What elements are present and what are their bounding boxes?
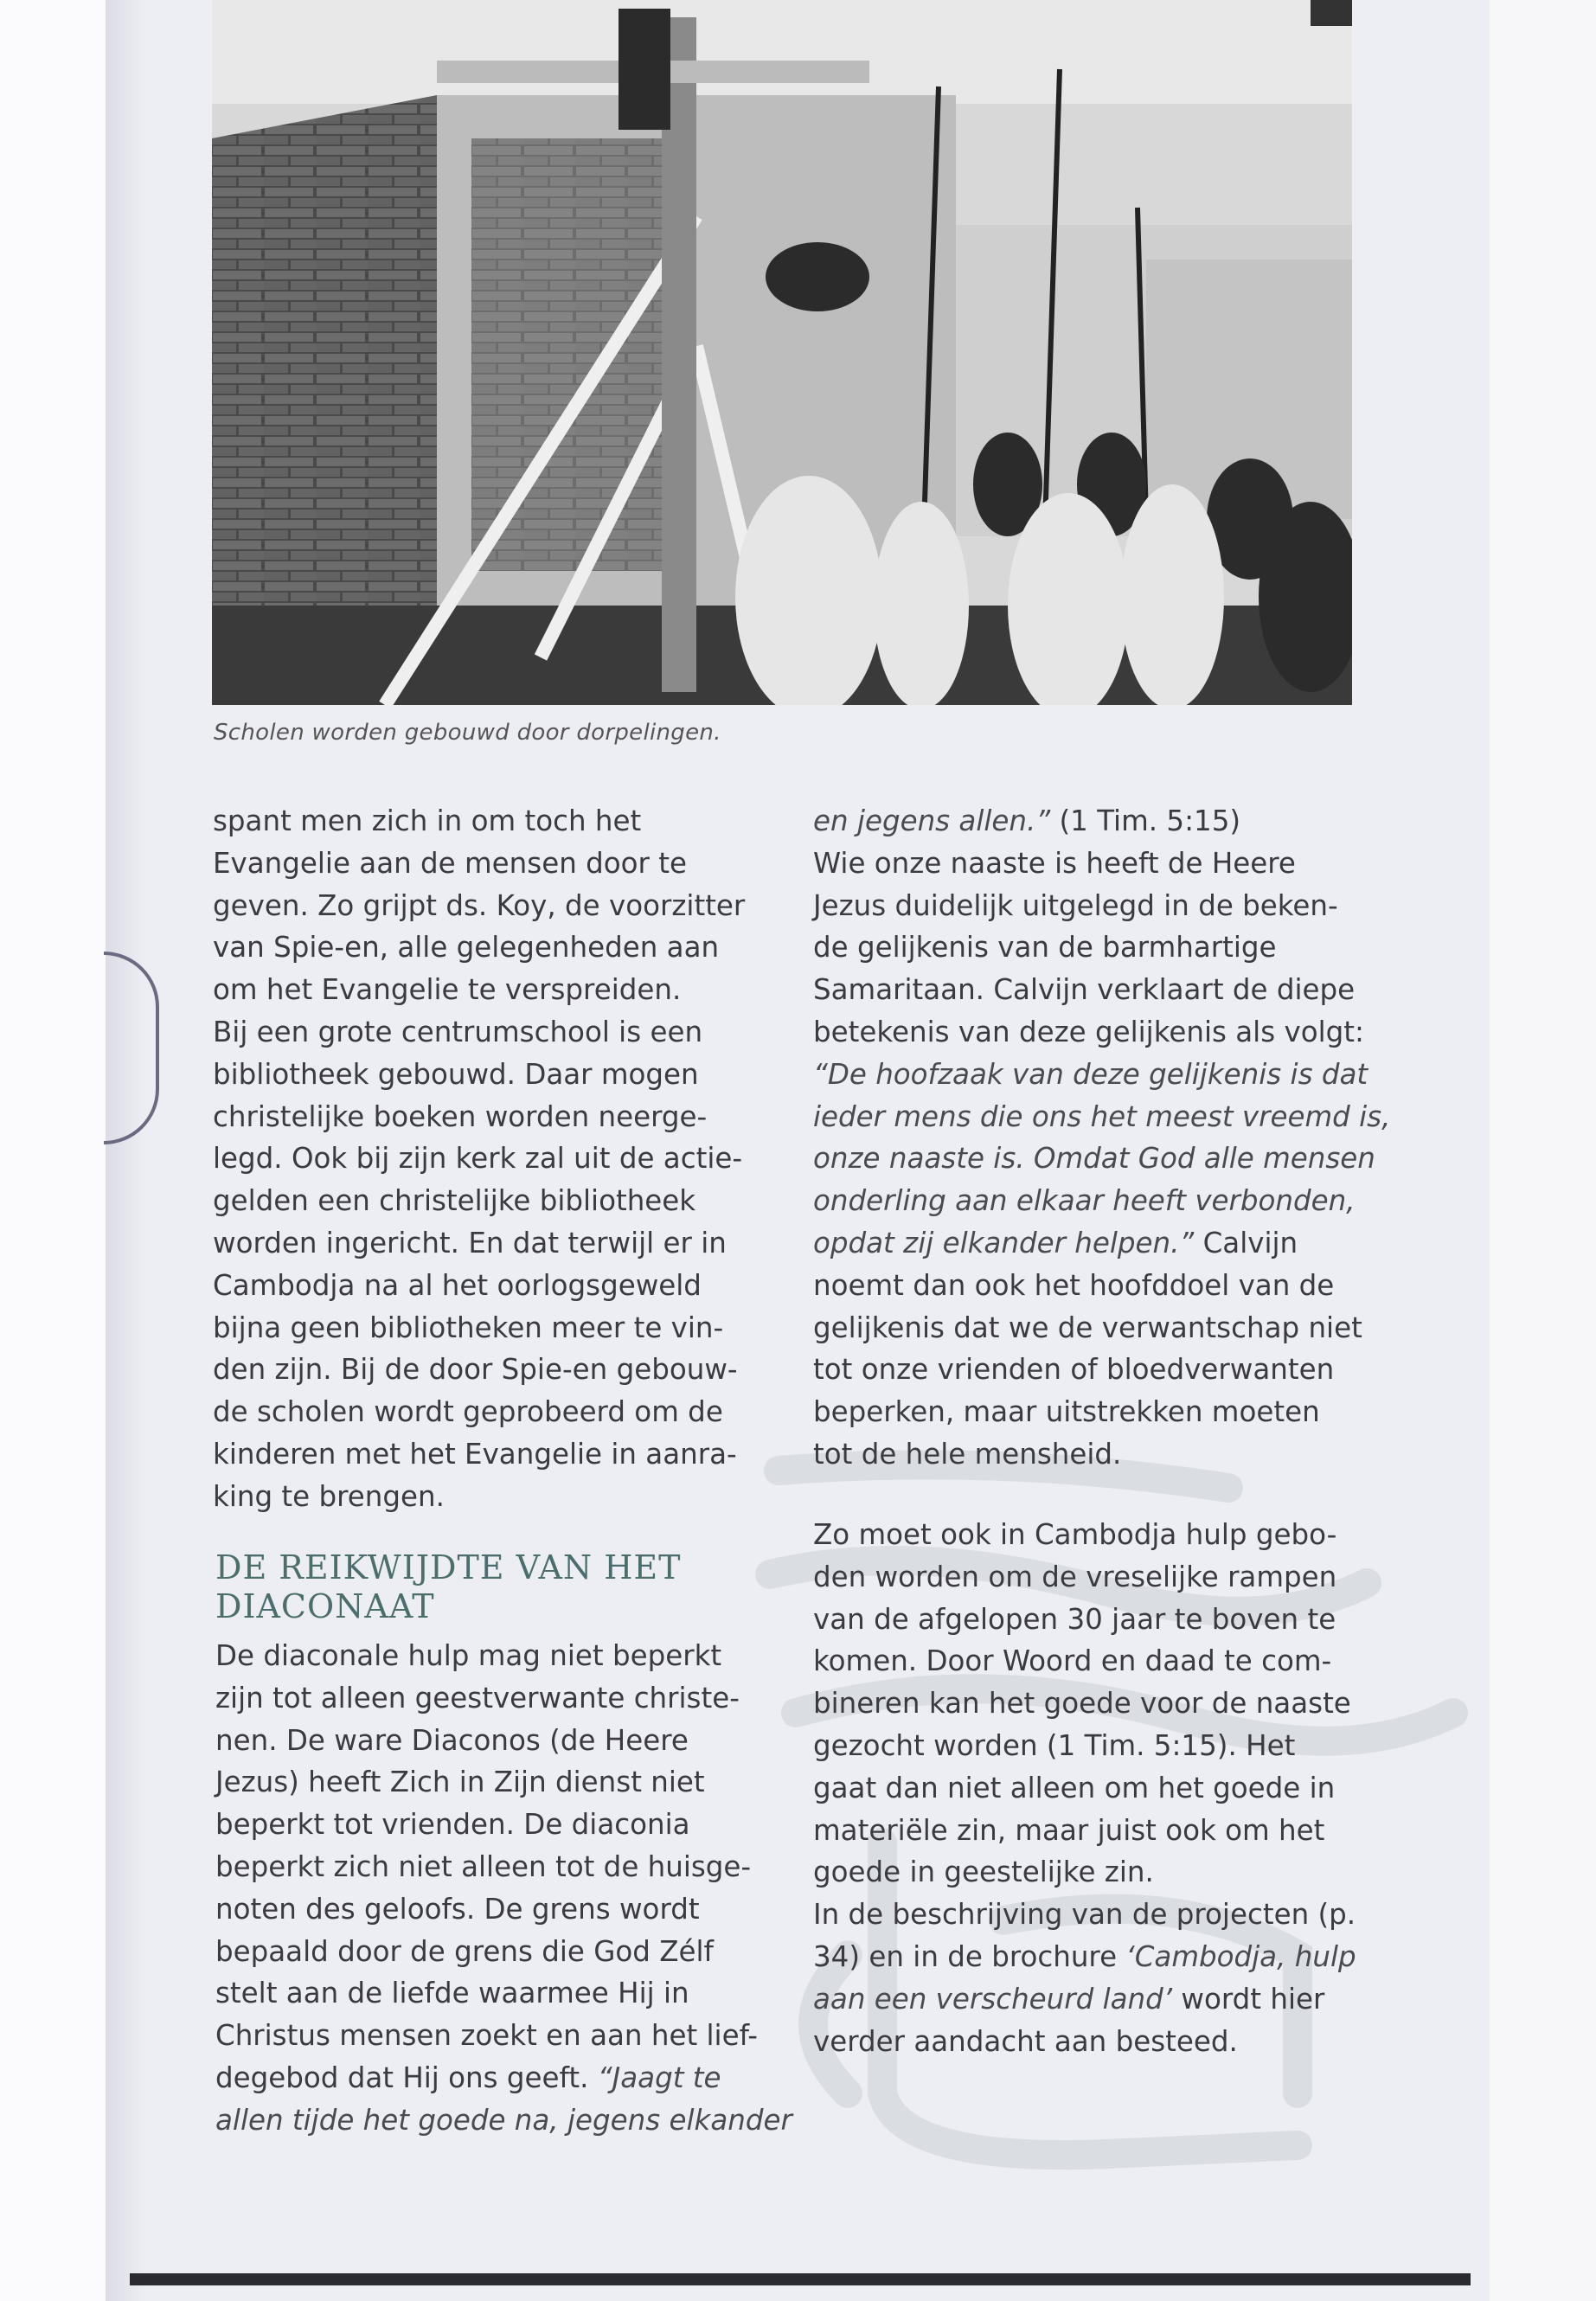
text-segment: gelijkenis dat we de verwantschap niet bbox=[813, 1311, 1362, 1344]
text-segment: (1 Tim. 5:15) bbox=[1050, 804, 1241, 837]
right-column-text bbox=[813, 800, 1391, 1476]
text-segment: tot onze vrienden of bloedverwanten bbox=[813, 1353, 1335, 1387]
text-segment: Wie onze naaste is heeft de Heere bbox=[813, 846, 1296, 880]
text-line bbox=[813, 926, 1367, 969]
left-column-text-section bbox=[215, 1635, 792, 2142]
text-segment: den zijn. Bij de door Spie-en gebouw- bbox=[213, 1353, 738, 1387]
text-line bbox=[813, 1725, 1367, 1767]
text-line bbox=[215, 1677, 769, 1720]
section-heading-line: DIACONAAT bbox=[215, 1587, 435, 1625]
text-line bbox=[213, 1433, 766, 1476]
text-line bbox=[813, 1433, 1367, 1476]
text-line bbox=[813, 1222, 1367, 1265]
text-segment: geven. Zo grijpt ds. Koy, de voorzitter bbox=[213, 888, 746, 922]
text-segment: de scholen wordt geprobeerd om de bbox=[213, 1395, 723, 1429]
text-line bbox=[813, 1640, 1367, 1682]
left-column-text bbox=[213, 800, 766, 1518]
text-line bbox=[813, 1556, 1367, 1599]
text-line bbox=[215, 1888, 769, 1931]
text-segment: Cambodja na al het oorlogsgeweld bbox=[213, 1268, 702, 1302]
italic-text-segment: ieder mens die ons het meest vreemd is, bbox=[813, 1099, 1391, 1133]
text-segment: Jezus) heeft Zich in Zijn dienst niet bbox=[215, 1766, 705, 1799]
text-segment: kinderen met het Evangelie in aanra- bbox=[213, 1437, 737, 1471]
italic-text-segment: aan een verscheurd land’ bbox=[813, 1982, 1173, 2016]
text-line bbox=[213, 1349, 766, 1391]
text-segment: beperkt tot vrienden. De diaconia bbox=[215, 1808, 690, 1842]
text-segment: 34) en in de brochure bbox=[813, 1939, 1126, 1973]
text-line bbox=[813, 1767, 1367, 1810]
text-line bbox=[215, 2015, 769, 2057]
text-line bbox=[213, 1011, 766, 1054]
text-segment: De diaconale hulp mag niet beperkt bbox=[215, 1639, 722, 1672]
text-line bbox=[813, 1391, 1367, 1433]
text-line bbox=[215, 2057, 769, 2099]
text-line bbox=[813, 843, 1367, 885]
text-segment: Calvijn bbox=[1194, 1226, 1298, 1259]
text-line bbox=[813, 1011, 1367, 1054]
page-edge bbox=[1490, 0, 1596, 2301]
text-segment: degebod dat Hij ons geeft. bbox=[215, 2061, 598, 2094]
text-line bbox=[215, 2099, 792, 2142]
text-line bbox=[813, 1138, 1375, 1180]
text-segment: Christus mensen zoekt en aan het lief- bbox=[215, 2019, 758, 2053]
text-line bbox=[215, 1635, 769, 1677]
text-line bbox=[215, 1720, 769, 1762]
text-segment: materiële zin, maar juist ook om het bbox=[813, 1813, 1325, 1847]
text-line bbox=[213, 800, 766, 843]
text-segment: goede in geestelijke zin. bbox=[813, 1856, 1154, 1889]
text-segment: bijna geen bibliotheken meer te vin- bbox=[213, 1311, 724, 1344]
text-segment: om het Evangelie te verspreiden. bbox=[213, 973, 682, 1007]
text-segment: zijn tot alleen geestverwante christe- bbox=[215, 1681, 740, 1715]
text-segment: stelt aan de liefde waarmee Hij in bbox=[215, 1977, 689, 2010]
page-number-badge-edge bbox=[104, 952, 159, 1144]
text-line bbox=[813, 1851, 1367, 1894]
text-line bbox=[213, 885, 766, 927]
text-line bbox=[213, 1222, 766, 1265]
text-segment: beperken, maar uitstrekken moeten bbox=[813, 1395, 1320, 1429]
text-segment: gaat dan niet alleen om het goede in bbox=[813, 1771, 1336, 1804]
text-line bbox=[813, 1349, 1367, 1391]
text-line bbox=[813, 969, 1367, 1011]
italic-text-segment: “Jaagt te bbox=[597, 2061, 721, 2094]
text-line bbox=[213, 1265, 766, 1307]
text-line bbox=[213, 843, 766, 885]
text-segment: komen. Door Woord en daad te com- bbox=[813, 1644, 1332, 1678]
italic-text-segment: “De hoofzaak van deze gelijkenis is dat bbox=[813, 1057, 1368, 1091]
text-line bbox=[213, 969, 766, 1011]
italic-text-segment: onderling aan elkaar heeft verbonden, bbox=[813, 1184, 1356, 1218]
page-gutter-shadow bbox=[106, 0, 144, 2301]
text-segment: de gelijkenis van de barmhartige bbox=[813, 931, 1277, 965]
text-line bbox=[213, 1138, 766, 1180]
text-segment: spant men zich in om toch het bbox=[213, 804, 642, 837]
italic-text-segment: opdat zij elkander helpen.” bbox=[813, 1226, 1195, 1259]
text-line bbox=[813, 1054, 1367, 1096]
text-line bbox=[813, 885, 1367, 927]
italic-text-segment: allen tijde het goede na, jegens elkander bbox=[215, 2103, 792, 2137]
text-segment: bibliotheek gebouwd. Daar mogen bbox=[213, 1057, 699, 1091]
text-segment: Bij een grote centrumschool is een bbox=[213, 1015, 703, 1048]
text-segment: legd. Ook bij zijn kerk zal uit de actie- bbox=[213, 1142, 743, 1176]
text-line bbox=[215, 1804, 769, 1846]
text-segment: betekenis van deze gelijkenis als volgt: bbox=[813, 1015, 1364, 1048]
text-segment: bepaald door de grens die God Zélf bbox=[215, 1934, 715, 1968]
italic-text-segment: onze naaste is. Omdat God alle mensen bbox=[813, 1142, 1375, 1176]
text-line bbox=[213, 926, 766, 969]
text-line bbox=[213, 1307, 766, 1349]
text-line bbox=[213, 1180, 766, 1222]
text-line bbox=[213, 1476, 766, 1518]
text-line bbox=[213, 1391, 766, 1433]
text-line bbox=[813, 1682, 1367, 1725]
text-segment: nen. De ware Diaconos (de Heere bbox=[215, 1723, 689, 1757]
text-segment: beperkt zich niet alleen tot de huisge- bbox=[215, 1849, 752, 1883]
text-segment: Samaritaan. Calvijn verklaart de diepe bbox=[813, 973, 1356, 1007]
text-line bbox=[813, 1599, 1367, 1641]
right-column-text-continued bbox=[813, 1514, 1367, 2062]
section-heading bbox=[215, 1548, 681, 1626]
text-segment: tot de hele mensheid. bbox=[813, 1437, 1122, 1471]
text-segment: worden ingericht. En dat terwijl er in bbox=[213, 1226, 727, 1259]
text-line bbox=[813, 1978, 1367, 2021]
text-line bbox=[813, 1936, 1367, 1978]
text-segment: noemt dan ook het hoofddoel van de bbox=[813, 1268, 1335, 1302]
text-line bbox=[213, 1096, 766, 1138]
page-bottom-edge bbox=[130, 2273, 1471, 2285]
text-segment: Evangelie aan de mensen door te bbox=[213, 846, 687, 880]
text-segment: den worden om de vreselijke rampen bbox=[813, 1560, 1337, 1593]
photo-school-construction bbox=[212, 0, 1352, 705]
text-segment: christelijke boeken worden neerge- bbox=[213, 1099, 708, 1133]
text-segment: van Spie-en, alle gelegenheden aan bbox=[213, 931, 720, 965]
text-line bbox=[215, 1846, 769, 1888]
text-line bbox=[215, 1761, 769, 1804]
photo-caption: Scholen worden gebouwd door dorpelingen. bbox=[214, 720, 721, 746]
italic-text-segment: en jegens allen.” bbox=[813, 804, 1051, 837]
text-segment: king te brengen. bbox=[213, 1479, 445, 1513]
text-line bbox=[813, 1180, 1367, 1222]
text-segment: Jezus duidelijk uitgelegd in de beken- bbox=[813, 888, 1338, 922]
text-segment: Zo moet ook in Cambodja hulp gebo- bbox=[813, 1518, 1337, 1551]
text-line bbox=[215, 1931, 769, 1973]
text-line bbox=[813, 2021, 1367, 2063]
text-segment: gezocht worden (1 Tim. 5:15). Het bbox=[813, 1728, 1296, 1762]
text-segment: van de afgelopen 30 jaar te boven te bbox=[813, 1602, 1336, 1636]
text-segment: noten des geloofs. De grens wordt bbox=[215, 1892, 700, 1926]
text-line bbox=[813, 1265, 1367, 1307]
text-line bbox=[813, 1307, 1367, 1349]
text-segment: bineren kan het goede voor de naaste bbox=[813, 1687, 1351, 1721]
text-line bbox=[213, 1054, 766, 1096]
text-segment: In de beschrijving van de projecten (p. bbox=[813, 1898, 1356, 1932]
text-segment: verder aandacht aan besteed. bbox=[813, 2024, 1238, 2058]
text-segment: wordt hier bbox=[1172, 1982, 1325, 2016]
text-line bbox=[813, 1514, 1367, 1556]
text-line bbox=[215, 1972, 769, 2015]
italic-text-segment: ‘Cambodja, hulp bbox=[1125, 1939, 1356, 1973]
text-line bbox=[813, 1096, 1391, 1138]
section-heading-line: DE REIKWIJDTE VAN HET bbox=[215, 1548, 682, 1586]
text-segment: gelden een christelijke bibliotheek bbox=[213, 1184, 696, 1218]
text-line bbox=[813, 1810, 1367, 1852]
text-line bbox=[813, 1894, 1367, 1936]
text-line bbox=[813, 800, 1367, 843]
